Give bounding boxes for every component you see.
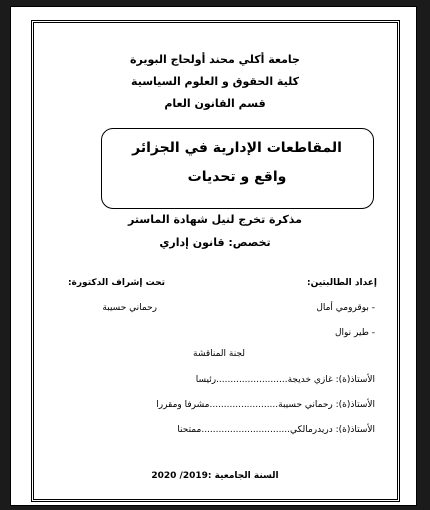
- students-heading: إعداد الطالبتين:: [307, 278, 377, 288]
- member-name: الأستاذ(ة): رحماني حسيبة: [278, 400, 375, 410]
- thesis-title-line2: واقع و تحديات: [187, 169, 287, 185]
- member-dots: ........................: [209, 400, 279, 410]
- member-role: ممتحنا: [177, 425, 202, 435]
- member-name: الأستاذ(ة): غازي خديجة: [287, 375, 375, 385]
- committee-heading: لجنة المناقشة: [192, 349, 246, 359]
- member-dots: ...............................: [201, 425, 291, 435]
- thesis-specialty: تخصص: قانون إداري: [159, 236, 271, 249]
- member-name: الأستاذ(ة): دريدرمالكي: [290, 425, 375, 435]
- supervisor-heading: تحت إشراف الدكتورة:: [67, 278, 165, 288]
- member-role: مشرفا ومقررا: [156, 400, 210, 410]
- supervisor-name: رحماني حسيبة: [102, 303, 157, 313]
- thesis-title-line1: المقاطعات الإدارية في الجزائر: [132, 140, 342, 156]
- student-name-2: - طير نوال: [334, 328, 375, 338]
- committee-member-1: [196, 375, 375, 385]
- document-page: [10, 6, 417, 506]
- student-name-1: - بوقرومي أمال: [316, 303, 375, 313]
- member-role: رئيسا: [195, 375, 217, 385]
- university-name: جامعة أكلي محند أولحاج البويرة: [130, 53, 300, 66]
- committee-member-3: [177, 425, 375, 435]
- department-name: قسم القانون العام: [164, 97, 266, 110]
- member-dots: .........................: [216, 375, 288, 385]
- title-box: [101, 128, 374, 209]
- academic-year: السنة الجامعية :2019/ 2020: [151, 471, 279, 481]
- page-border: [31, 20, 400, 502]
- thesis-purpose: مذكرة تخرج لنيل شهادة الماستر: [128, 213, 302, 226]
- committee-member-2: [156, 400, 375, 410]
- faculty-name: كلية الحقوق و العلوم السياسية: [131, 75, 299, 88]
